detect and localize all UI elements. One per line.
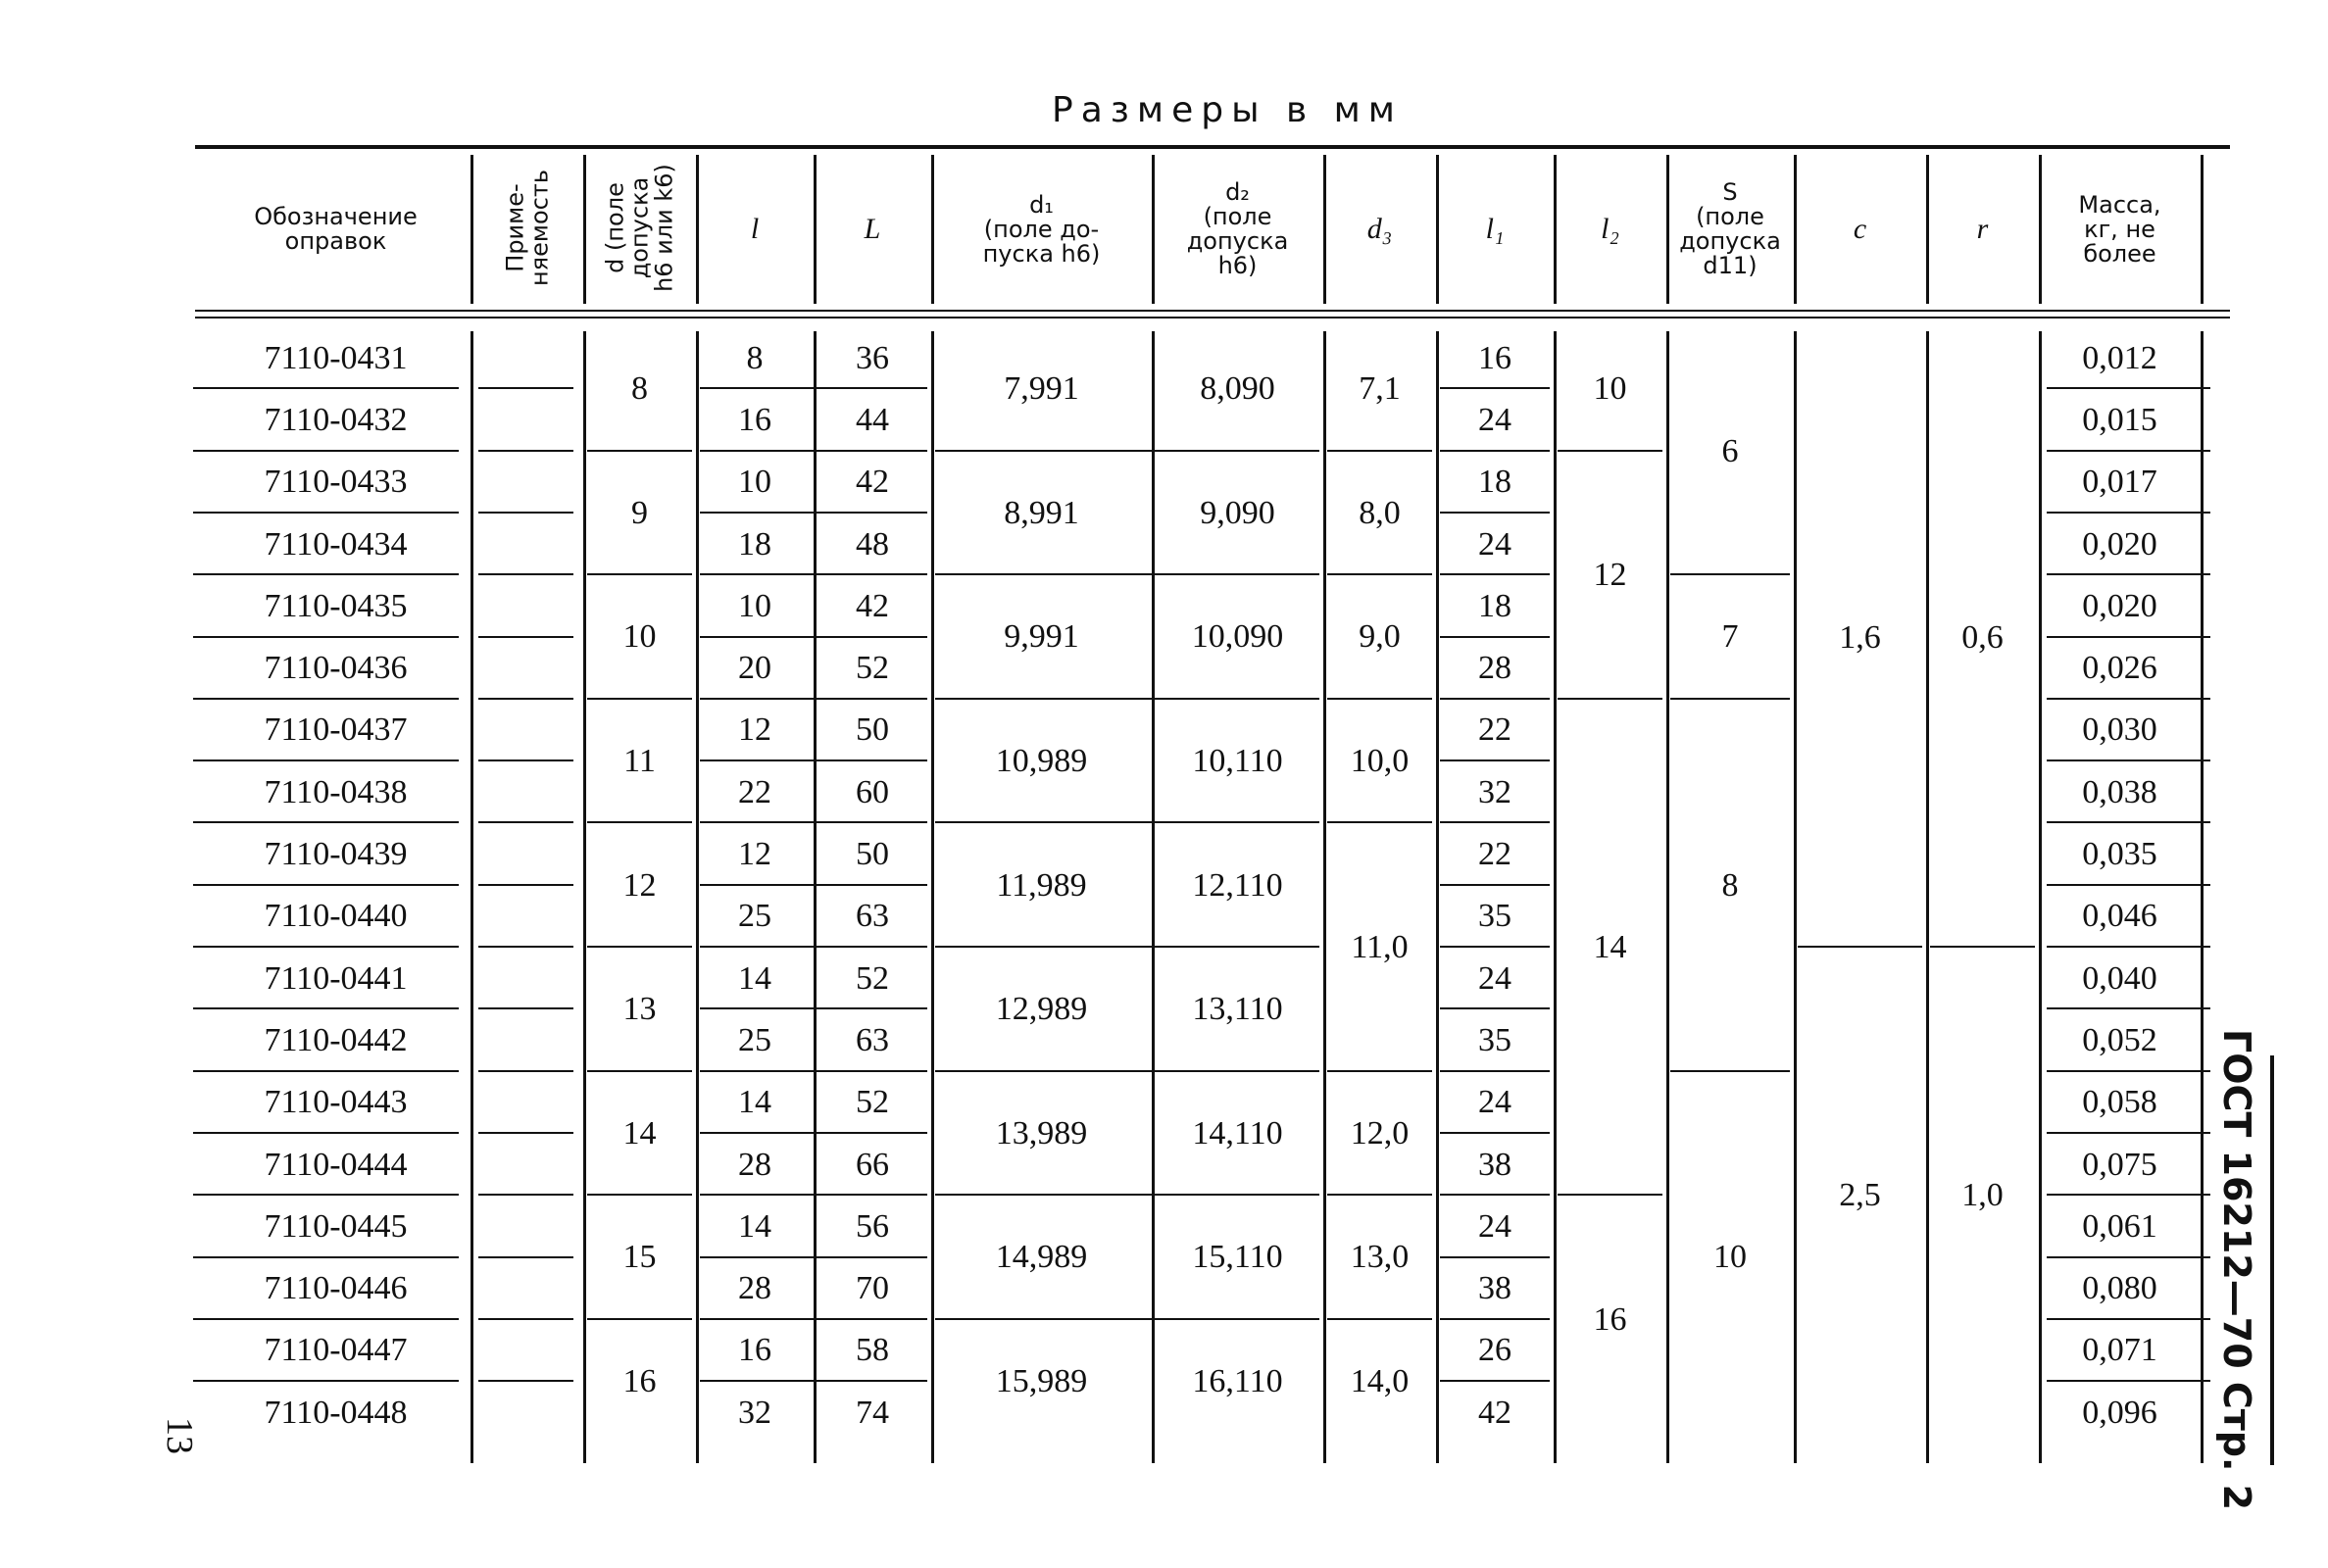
row-designation: 7110-0438 <box>264 773 408 810</box>
group-d2: 15,110 <box>1192 1239 1283 1276</box>
row-rule <box>478 1380 573 1382</box>
row-l1: 24 <box>1478 525 1511 563</box>
d3-span: 9,0 <box>1359 618 1401 656</box>
row-l1: 16 <box>1478 339 1511 376</box>
header-l2: l₂ <box>1601 213 1619 245</box>
side-title: ГОСТ 16212—70 Стр. 2 <box>2215 1029 2258 1511</box>
row-L: 50 <box>856 711 889 749</box>
r-span: 1,0 <box>1961 1177 2004 1214</box>
row-designation: 7110-0442 <box>264 1021 408 1058</box>
row-mass: 0,017 <box>2082 464 2157 501</box>
group-d2: 8,090 <box>1200 370 1275 408</box>
l2-span: 10 <box>1593 370 1627 408</box>
row-designation: 7110-0434 <box>264 525 408 563</box>
row-l: 32 <box>738 1394 771 1431</box>
body-column-divider <box>471 331 473 1463</box>
group-d2: 16,110 <box>1192 1363 1283 1400</box>
row-rule <box>478 946 573 948</box>
group-d: 8 <box>631 370 648 408</box>
row-rule <box>478 1194 573 1196</box>
side-title-rule <box>2270 1055 2274 1465</box>
group-d1: 7,991 <box>1004 370 1079 408</box>
row-mass: 0,035 <box>2082 836 2157 873</box>
row-mass: 0,038 <box>2082 773 2157 810</box>
row-mass: 0,026 <box>2082 650 2157 687</box>
group-d1: 11,989 <box>996 866 1087 904</box>
s-span: 7 <box>1721 618 1739 656</box>
table-caption: Размеры в мм <box>1052 90 1403 130</box>
d3-span: 14,0 <box>1350 1363 1410 1400</box>
group-d: 13 <box>622 991 657 1028</box>
group-d1: 12,989 <box>995 991 1088 1028</box>
row-designation: 7110-0445 <box>264 1207 408 1245</box>
row-l: 12 <box>738 836 771 873</box>
row-designation: 7110-0444 <box>264 1146 408 1183</box>
header-separator-rule <box>195 317 2230 318</box>
s-span: 10 <box>1713 1239 1747 1276</box>
row-l: 8 <box>746 339 764 376</box>
header-designation: Обозначение оправок <box>254 203 418 255</box>
row-l1: 35 <box>1478 898 1511 935</box>
row-L: 42 <box>856 464 889 501</box>
group-d2: 13,110 <box>1192 991 1283 1028</box>
row-mass: 0,061 <box>2082 1207 2157 1245</box>
group-d1: 13,989 <box>995 1114 1088 1152</box>
group-d: 15 <box>622 1239 657 1276</box>
group-d: 10 <box>622 618 657 656</box>
row-L: 70 <box>856 1270 889 1307</box>
header-L: L <box>864 213 881 245</box>
group-d2: 9,090 <box>1200 494 1275 531</box>
row-designation: 7110-0439 <box>264 836 408 873</box>
page-number: 13 <box>159 1417 200 1454</box>
row-l: 20 <box>738 650 771 687</box>
row-l1: 38 <box>1478 1270 1511 1307</box>
body-column-divider <box>2201 331 2204 1463</box>
row-rule <box>478 884 573 886</box>
row-L: 42 <box>856 587 889 624</box>
row-rule <box>478 1256 573 1258</box>
s-span: 6 <box>1721 432 1739 469</box>
row-L: 58 <box>856 1332 889 1369</box>
row-l1: 28 <box>1478 650 1511 687</box>
row-rule <box>478 1318 573 1320</box>
l2-span: 14 <box>1593 928 1627 965</box>
header-S: S (поле допуска d11) <box>1679 178 1781 279</box>
group-d1: 9,991 <box>1004 618 1079 656</box>
header-c: c <box>1853 213 1867 245</box>
row-designation: 7110-0437 <box>264 711 408 749</box>
row-l: 14 <box>738 959 771 997</box>
row-designation: 7110-0447 <box>264 1332 408 1369</box>
group-d: 12 <box>622 866 657 904</box>
row-l1: 22 <box>1478 836 1511 873</box>
row-designation: 7110-0431 <box>264 339 408 376</box>
row-l: 28 <box>738 1146 771 1183</box>
row-L: 44 <box>856 401 889 438</box>
group-d: 16 <box>622 1363 657 1400</box>
header-column-divider <box>2201 155 2204 304</box>
row-L: 52 <box>856 650 889 687</box>
row-rule <box>478 1070 573 1072</box>
row-rule <box>478 1007 573 1009</box>
header-d: d (поле допуска h6 или k6) <box>601 163 677 292</box>
group-d1: 10,989 <box>995 743 1088 780</box>
row-designation: 7110-0443 <box>264 1084 408 1121</box>
row-l1: 24 <box>1478 401 1511 438</box>
d3-span: 11,0 <box>1351 928 1409 965</box>
d3-span: 8,0 <box>1359 494 1401 531</box>
row-rule <box>478 698 573 700</box>
table-top-rule <box>195 145 2230 149</box>
row-l1: 24 <box>1478 1207 1511 1245</box>
d3-span: 10,0 <box>1350 743 1410 780</box>
row-designation: 7110-0436 <box>264 650 408 687</box>
row-rule <box>478 450 573 452</box>
row-mass: 0,012 <box>2082 339 2157 376</box>
row-rule <box>478 1132 573 1134</box>
row-L: 50 <box>856 836 889 873</box>
header-l: l <box>750 213 760 245</box>
group-d1: 14,989 <box>995 1239 1088 1276</box>
row-l: 14 <box>738 1207 771 1245</box>
c-span: 2,5 <box>1839 1177 1881 1214</box>
group-d: 11 <box>623 743 656 780</box>
row-designation: 7110-0435 <box>264 587 408 624</box>
row-L: 48 <box>856 525 889 563</box>
row-l: 10 <box>738 464 771 501</box>
c-span: 1,6 <box>1839 618 1881 656</box>
row-mass: 0,075 <box>2082 1146 2157 1183</box>
row-l1: 24 <box>1478 959 1511 997</box>
header-r: r <box>1976 213 1989 245</box>
d3-span: 12,0 <box>1350 1114 1410 1152</box>
header-applicability: Приме- няемость <box>500 169 553 286</box>
row-designation: 7110-0441 <box>264 959 408 997</box>
group-d2: 10,110 <box>1192 743 1283 780</box>
row-rule <box>478 760 573 761</box>
row-mass: 0,040 <box>2082 959 2157 997</box>
header-l1: l₁ <box>1485 213 1505 245</box>
row-mass: 0,096 <box>2082 1394 2157 1431</box>
group-d2: 14,110 <box>1192 1114 1283 1152</box>
row-L: 60 <box>856 773 889 810</box>
row-l1: 42 <box>1478 1394 1511 1431</box>
row-designation: 7110-0433 <box>264 464 408 501</box>
row-designation: 7110-0432 <box>264 401 408 438</box>
row-L: 52 <box>856 959 889 997</box>
s-span: 8 <box>1721 866 1739 904</box>
group-d2: 10,090 <box>1191 618 1284 656</box>
row-l: 16 <box>738 401 771 438</box>
group-d2: 12,110 <box>1192 866 1283 904</box>
l2-span: 16 <box>1593 1300 1627 1338</box>
row-l: 25 <box>738 898 771 935</box>
row-mass: 0,052 <box>2082 1021 2157 1058</box>
row-l1: 38 <box>1478 1146 1511 1183</box>
d3-span: 7,1 <box>1359 370 1401 408</box>
row-l: 16 <box>738 1332 771 1369</box>
row-designation: 7110-0446 <box>264 1270 408 1307</box>
row-l1: 18 <box>1478 464 1511 501</box>
row-L: 52 <box>856 1084 889 1121</box>
row-rule <box>478 512 573 514</box>
row-rule <box>478 387 573 389</box>
row-mass: 0,020 <box>2082 587 2157 624</box>
row-l: 14 <box>738 1084 771 1121</box>
row-designation: 7110-0448 <box>264 1394 408 1431</box>
row-l: 25 <box>738 1021 771 1058</box>
row-rule <box>478 821 573 823</box>
row-L: 74 <box>856 1394 889 1431</box>
row-L: 63 <box>856 1021 889 1058</box>
header-separator-rule <box>195 310 2230 312</box>
row-mass: 0,071 <box>2082 1332 2157 1369</box>
group-d1: 15,989 <box>995 1363 1088 1400</box>
row-mass: 0,030 <box>2082 711 2157 749</box>
row-l: 22 <box>738 773 771 810</box>
row-L: 56 <box>856 1207 889 1245</box>
r-span: 0,6 <box>1961 618 2004 656</box>
header-d2: d₂ (поле допуска h6) <box>1186 178 1289 279</box>
row-rule <box>478 636 573 638</box>
row-l1: 26 <box>1478 1332 1511 1369</box>
l2-span: 12 <box>1593 557 1627 594</box>
row-l1: 35 <box>1478 1021 1511 1058</box>
row-l1: 24 <box>1478 1084 1511 1121</box>
row-L: 66 <box>856 1146 889 1183</box>
header-d3: d₃ <box>1366 213 1393 245</box>
d3-span: 13,0 <box>1350 1239 1410 1276</box>
row-l1: 32 <box>1478 773 1511 810</box>
row-l: 28 <box>738 1270 771 1307</box>
row-l1: 22 <box>1478 711 1511 749</box>
row-l1: 18 <box>1478 587 1511 624</box>
row-L: 63 <box>856 898 889 935</box>
row-mass: 0,046 <box>2082 898 2157 935</box>
row-designation: 7110-0440 <box>264 898 408 935</box>
row-l: 10 <box>738 587 771 624</box>
group-d: 9 <box>631 494 648 531</box>
header-d1: d₁ (поле до- пуска h6) <box>982 190 1101 268</box>
row-l: 12 <box>738 711 771 749</box>
row-mass: 0,015 <box>2082 401 2157 438</box>
row-l: 18 <box>738 525 771 563</box>
group-d: 14 <box>622 1114 657 1152</box>
row-mass: 0,058 <box>2082 1084 2157 1121</box>
row-mass: 0,020 <box>2082 525 2157 563</box>
row-rule <box>478 573 573 575</box>
row-L: 36 <box>856 339 889 376</box>
header-mass: Масса, кг, не более <box>2078 190 2161 268</box>
group-d1: 8,991 <box>1004 494 1079 531</box>
row-mass: 0,080 <box>2082 1270 2157 1307</box>
